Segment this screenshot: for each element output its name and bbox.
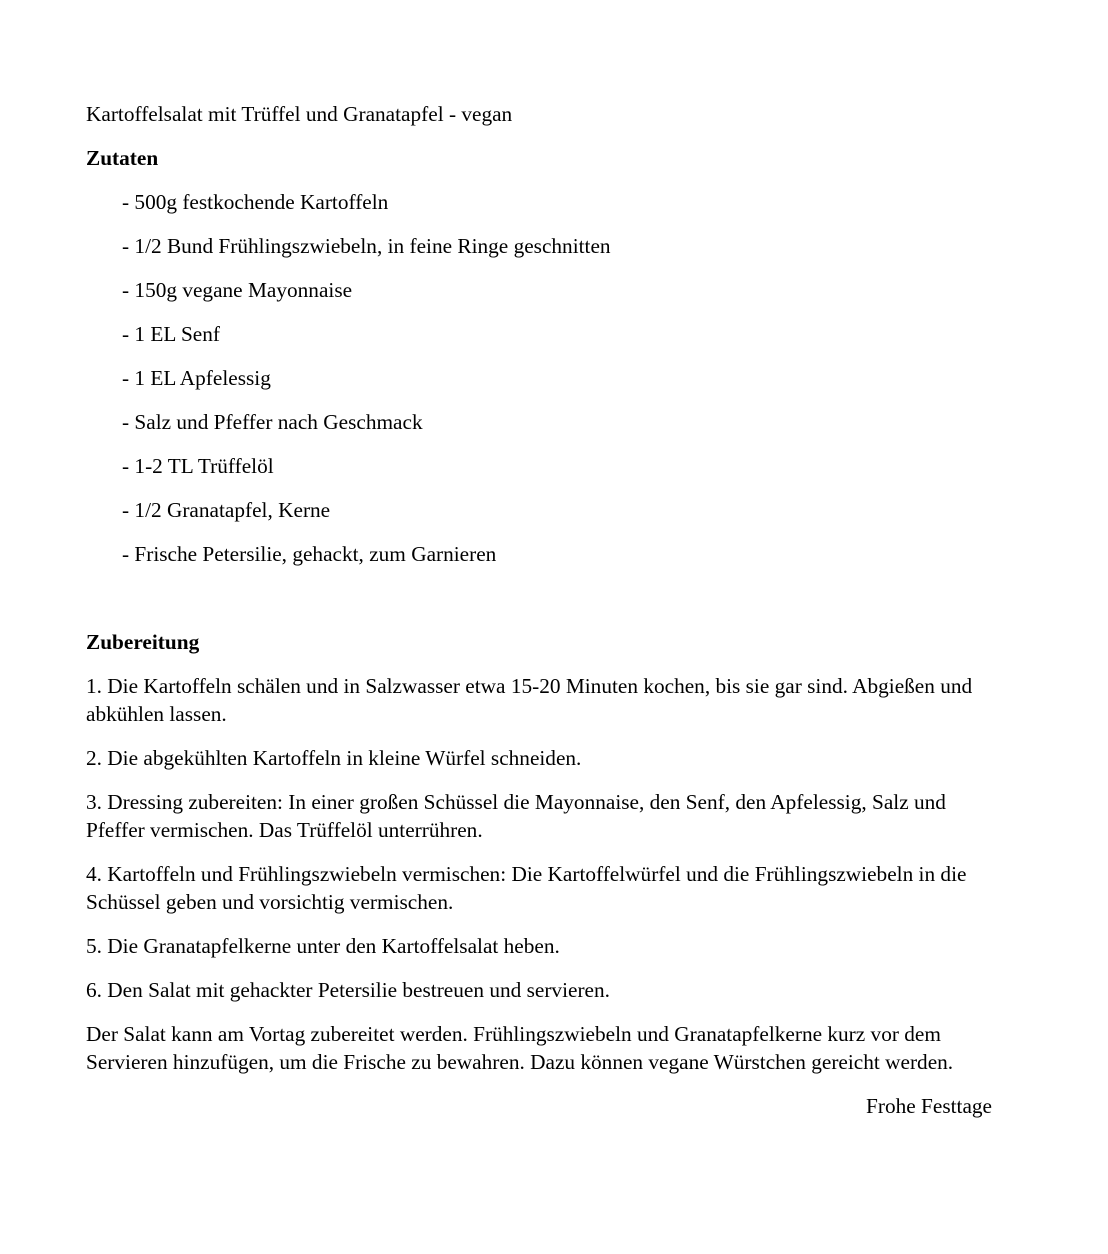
preparation-step: 5. Die Granatapfelkerne unter den Kartoffelsalat heben.: [86, 934, 560, 958]
ingredient-item: - 1 EL Senf: [122, 322, 220, 346]
preparation-step: 1. Die Kartoffeln schälen und in Salzwasser etwa 15-20 Minuten kochen, bis sie gar sind. Abgießen und abkühlen lassen.: [86, 674, 973, 726]
preparation-step: 6. Den Salat mit gehackter Petersilie bestreuen und servieren.: [86, 978, 610, 1002]
preparation-step: 4. Kartoffeln und Frühlingszwiebeln vermischen: Die Kartoffelwürfel und die Frühlingszwiebeln in die Schüssel geben und vorsichtig vermischen.: [86, 862, 967, 914]
recipe-title: Kartoffelsalat mit Trüffel und Granatapfel - vegan: [86, 102, 513, 126]
ingredient-item: - 1-2 TL Trüffelöl: [122, 454, 274, 478]
ingredient-item: - Salz und Pfeffer nach Geschmack: [122, 410, 423, 434]
section-spacer: [86, 584, 992, 628]
recipe-note: Der Salat kann am Vortag zubereitet werden. Frühlingszwiebeln und Granatapfelkerne kurz vor dem Servieren hinzufügen, um die Frische zu bewahren. Dazu können vegane Würstchen gereicht werden.: [86, 1022, 954, 1074]
recipe-document: [86, 100, 992, 1120]
preparation-step: 3. Dressing zubereiten: In einer großen Schüssel die Mayonnaise, den Senf, den Apfelessig, Salz und Pfeffer vermischen. Das Trüffelöl unterrühren.: [86, 790, 946, 842]
ingredient-item: - 1 EL Apfelessig: [122, 366, 271, 390]
ingredient-item: - Frische Petersilie, gehackt, zum Garnieren: [122, 542, 497, 566]
preparation-heading: Zubereitung: [86, 630, 200, 654]
closing-greeting: Frohe Festtage: [866, 1094, 992, 1118]
ingredient-item: - 1/2 Bund Frühlingszwiebeln, in feine Ringe geschnitten: [122, 234, 611, 258]
preparation-step: 2. Die abgekühlten Kartoffeln in kleine Würfel schneiden.: [86, 746, 582, 770]
ingredients-heading: Zutaten: [86, 146, 159, 170]
ingredient-item: - 1/2 Granatapfel, Kerne: [122, 498, 331, 522]
ingredient-item: - 500g festkochende Kartoffeln: [122, 190, 389, 214]
preparation-steps: [86, 672, 992, 1004]
ingredients-list: [86, 188, 992, 568]
ingredient-item: - 150g vegane Mayonnaise: [122, 278, 353, 302]
